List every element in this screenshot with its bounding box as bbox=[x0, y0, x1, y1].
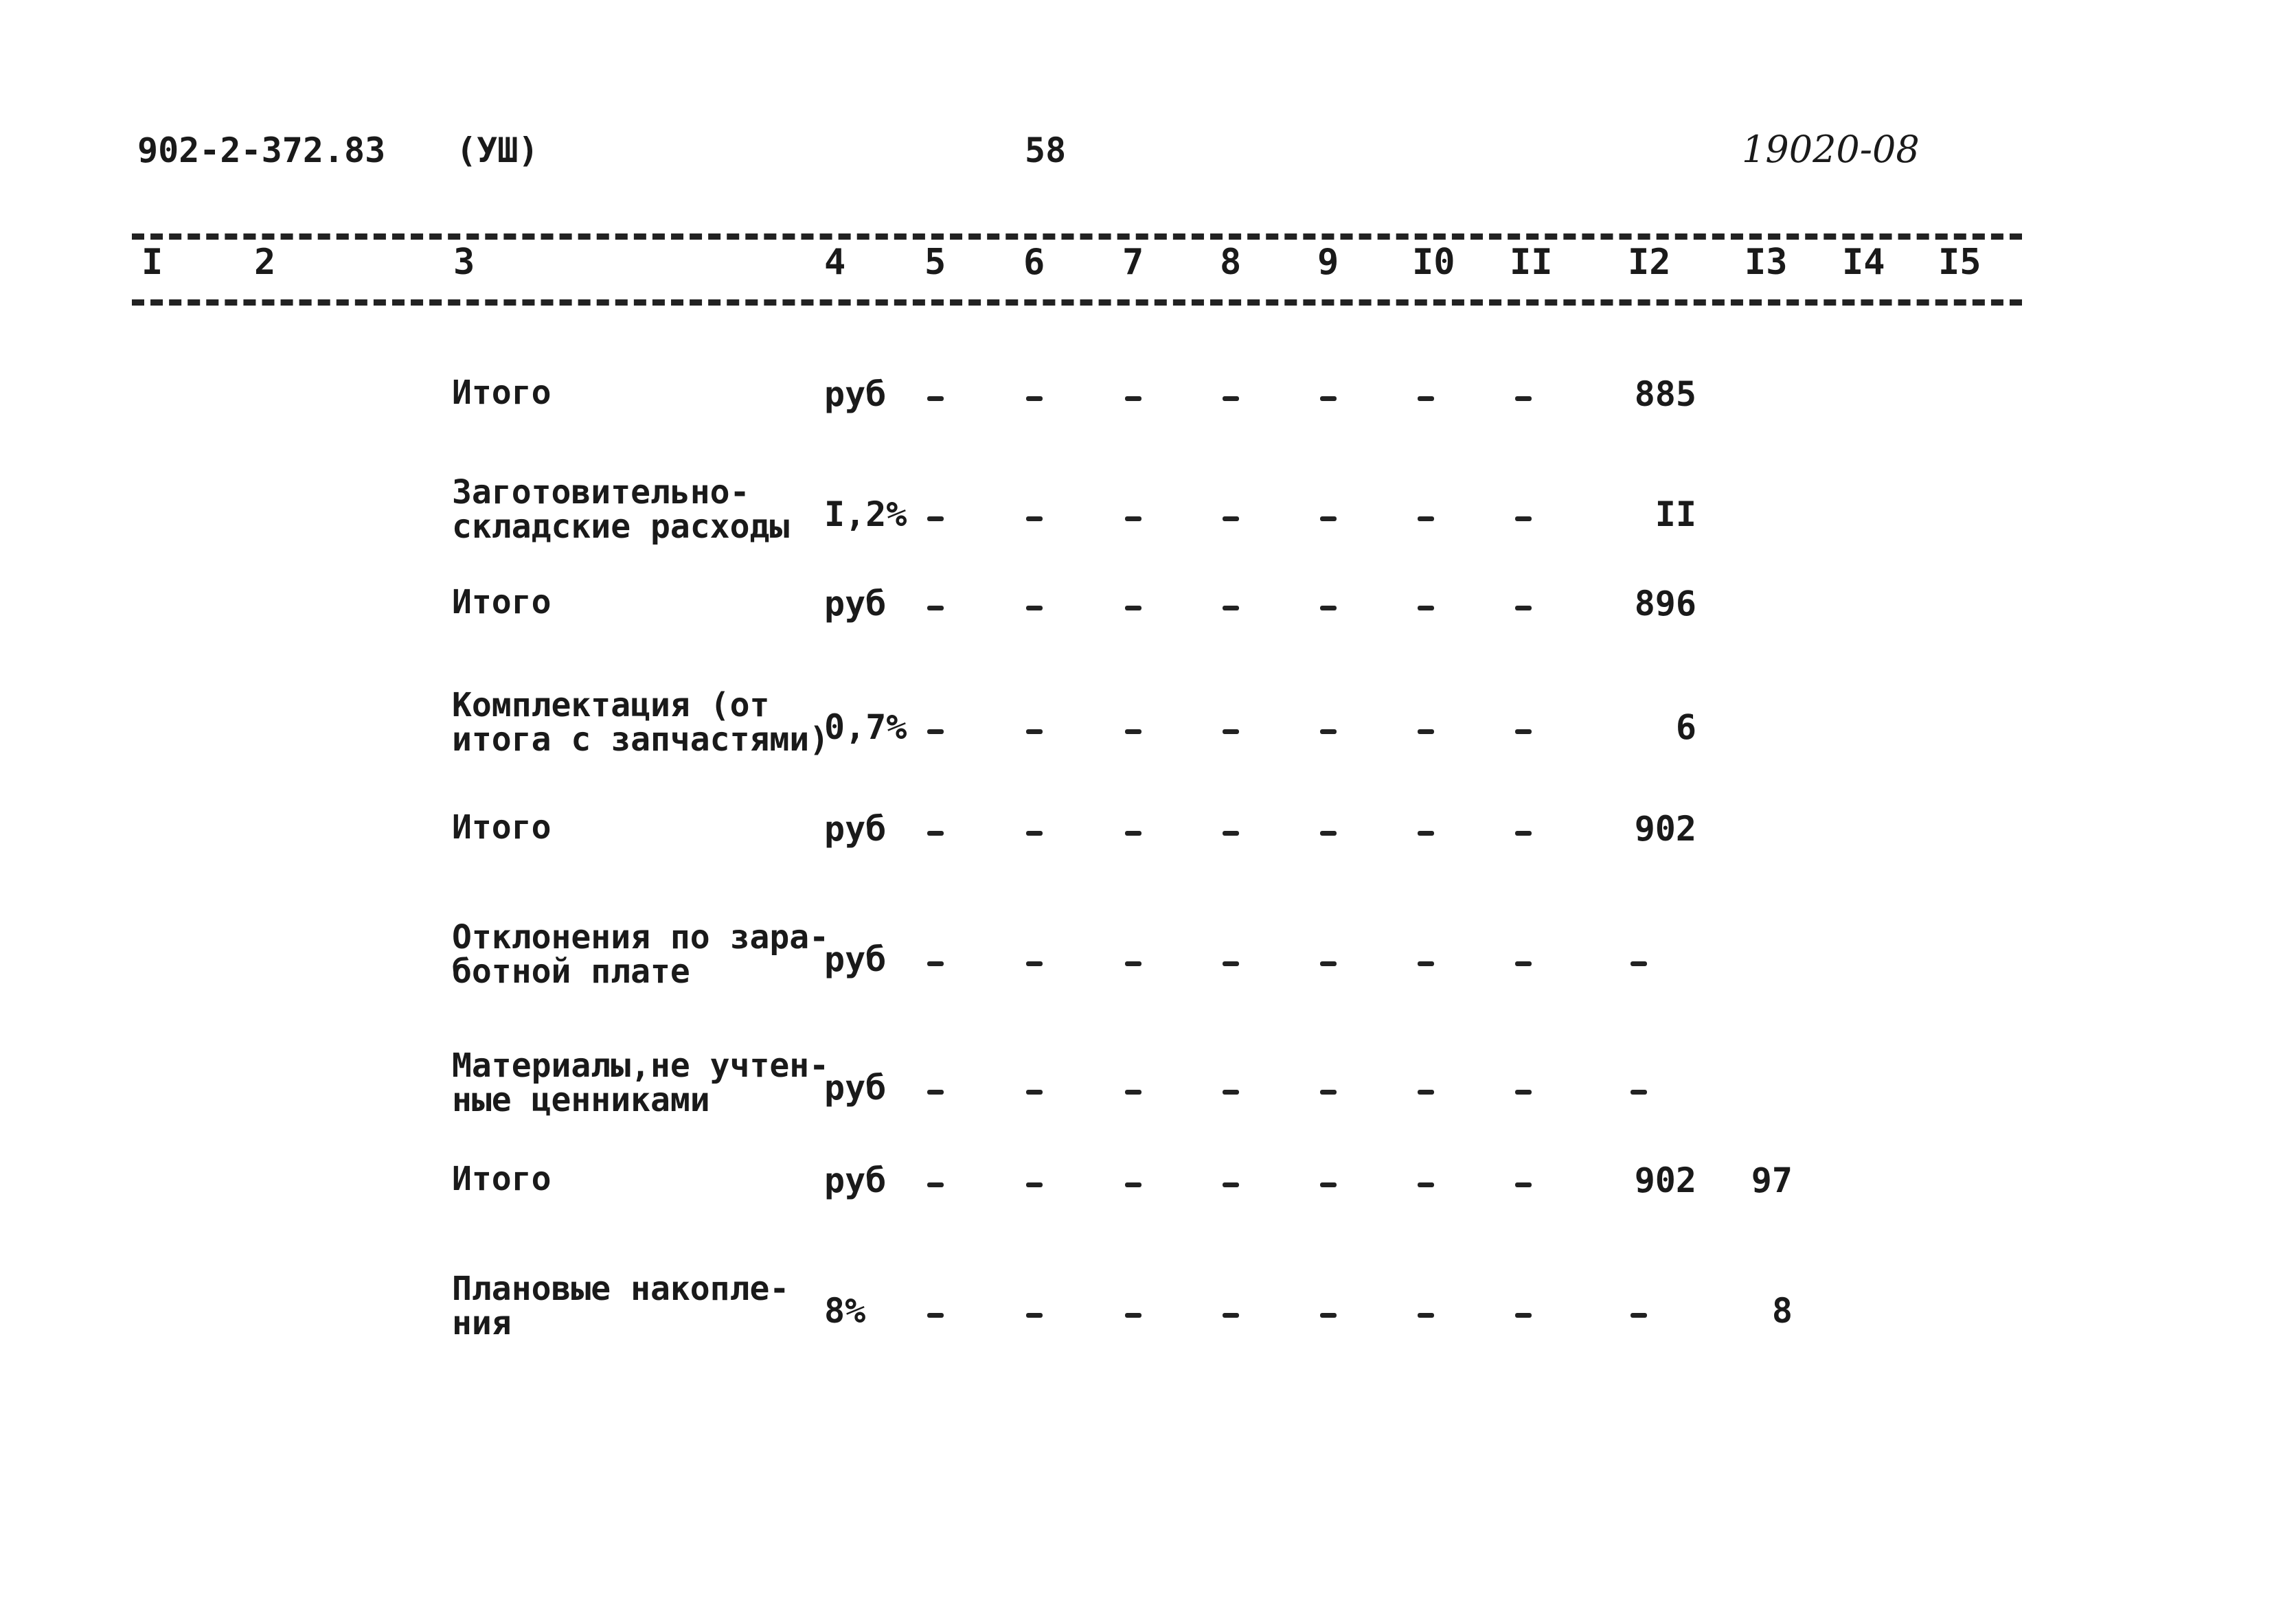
sheet-code: 19020-08 bbox=[1742, 128, 1920, 171]
column-number-5: 5 bbox=[924, 242, 946, 283]
column-number-10: I0 bbox=[1412, 242, 1455, 283]
empty-cell-dash bbox=[1515, 1182, 1532, 1187]
empty-cell-dash bbox=[927, 606, 944, 610]
column-number-13: I3 bbox=[1745, 242, 1788, 283]
row-description-line: Комплектация (от bbox=[452, 686, 770, 724]
column-number-4: 4 bbox=[824, 242, 846, 283]
row-description bbox=[452, 585, 552, 619]
section-label: (УШ) bbox=[456, 130, 539, 170]
row-unit-rate: руб bbox=[824, 1160, 887, 1200]
column-number-14: I4 bbox=[1842, 242, 1885, 283]
col12-value: 902 bbox=[1634, 1160, 1696, 1200]
empty-cell-dash bbox=[927, 516, 944, 521]
row-unit-rate: руб bbox=[824, 584, 887, 624]
empty-cell-dash bbox=[1320, 1313, 1337, 1318]
row-unit-rate: I,2% bbox=[824, 494, 907, 534]
empty-cell-dash bbox=[1515, 729, 1532, 734]
document-code: 902-2-372.83 bbox=[137, 130, 386, 170]
empty-cell-dash bbox=[1026, 396, 1043, 401]
row-unit-rate: руб bbox=[824, 1068, 887, 1108]
empty-cell-dash bbox=[1223, 729, 1239, 734]
empty-cell-dash bbox=[1320, 1182, 1337, 1187]
empty-cell-dash bbox=[1223, 1090, 1239, 1095]
empty-cell-dash bbox=[1515, 396, 1532, 401]
empty-cell-dash bbox=[927, 396, 944, 401]
empty-cell-dash bbox=[1125, 1090, 1141, 1095]
empty-cell-dash bbox=[1418, 1182, 1434, 1187]
empty-cell-dash bbox=[1418, 1090, 1434, 1095]
col12-empty-dash bbox=[1631, 1313, 1647, 1318]
empty-cell-dash bbox=[1320, 729, 1337, 734]
row-description-line: складские расходы bbox=[452, 507, 790, 546]
row-description bbox=[452, 376, 552, 410]
empty-cell-dash bbox=[1515, 1090, 1532, 1095]
row-description-line: Итого bbox=[452, 1160, 552, 1198]
row-description bbox=[452, 688, 829, 757]
empty-cell-dash bbox=[1515, 1313, 1532, 1318]
empty-cell-dash bbox=[1320, 1090, 1337, 1095]
col13-value: 8 bbox=[1771, 1291, 1793, 1331]
page-number: 58 bbox=[1025, 130, 1067, 170]
column-number-8: 8 bbox=[1220, 242, 1242, 283]
empty-cell-dash bbox=[927, 729, 944, 734]
empty-cell-dash bbox=[927, 1090, 944, 1095]
empty-cell-dash bbox=[1125, 1182, 1141, 1187]
col12-empty-dash bbox=[1631, 961, 1647, 966]
empty-cell-dash bbox=[1418, 961, 1434, 966]
row-description-line: Итого bbox=[452, 808, 552, 847]
row-description bbox=[452, 810, 552, 845]
column-number-1: I bbox=[141, 242, 163, 283]
row-description-line: Итого bbox=[452, 583, 552, 621]
empty-cell-dash bbox=[1320, 961, 1337, 966]
column-number-12: I2 bbox=[1628, 242, 1671, 283]
column-number-11: II bbox=[1510, 242, 1553, 283]
row-description-line: Плановые накопле- bbox=[452, 1270, 790, 1308]
empty-cell-dash bbox=[1223, 1182, 1239, 1187]
empty-cell-dash bbox=[1223, 516, 1239, 521]
empty-cell-dash bbox=[1026, 1090, 1043, 1095]
row-description bbox=[452, 475, 789, 544]
row-description bbox=[452, 920, 829, 989]
column-number-9: 9 bbox=[1317, 242, 1339, 283]
empty-cell-dash bbox=[1418, 831, 1434, 836]
empty-cell-dash bbox=[1515, 831, 1532, 836]
row-description-line: Заготовительно- bbox=[452, 473, 750, 512]
row-description-line: ния bbox=[452, 1304, 512, 1342]
row-description bbox=[452, 1272, 789, 1340]
empty-cell-dash bbox=[927, 831, 944, 836]
empty-cell-dash bbox=[1418, 729, 1434, 734]
empty-cell-dash bbox=[1125, 606, 1141, 610]
col12-value: II bbox=[1655, 494, 1696, 534]
empty-cell-dash bbox=[1223, 396, 1239, 401]
empty-cell-dash bbox=[1320, 396, 1337, 401]
col12-value: 902 bbox=[1634, 809, 1696, 849]
empty-cell-dash bbox=[1320, 606, 1337, 610]
empty-cell-dash bbox=[1418, 1313, 1434, 1318]
empty-cell-dash bbox=[1026, 1313, 1043, 1318]
empty-cell-dash bbox=[1125, 396, 1141, 401]
row-description-line: ные ценниками bbox=[452, 1081, 710, 1119]
empty-cell-dash bbox=[1515, 961, 1532, 966]
empty-cell-dash bbox=[1320, 831, 1337, 836]
empty-cell-dash bbox=[1223, 1313, 1239, 1318]
empty-cell-dash bbox=[1125, 729, 1141, 734]
column-number-3: 3 bbox=[453, 242, 475, 283]
empty-cell-dash bbox=[1125, 961, 1141, 966]
row-unit-rate: руб bbox=[824, 939, 887, 979]
empty-cell-dash bbox=[1026, 606, 1043, 610]
empty-cell-dash bbox=[1125, 1313, 1141, 1318]
empty-cell-dash bbox=[1026, 1182, 1043, 1187]
row-unit-rate: 8% bbox=[824, 1291, 866, 1331]
empty-cell-dash bbox=[1026, 516, 1043, 521]
empty-cell-dash bbox=[927, 961, 944, 966]
row-unit-rate: руб bbox=[824, 374, 887, 414]
empty-cell-dash bbox=[1223, 831, 1239, 836]
row-description-line: Материалы,не учтен- bbox=[452, 1047, 830, 1085]
empty-cell-dash bbox=[1026, 729, 1043, 734]
header-bottom-rule bbox=[132, 299, 2022, 306]
header-top-rule bbox=[132, 233, 2022, 240]
empty-cell-dash bbox=[1125, 831, 1141, 836]
empty-cell-dash bbox=[1515, 606, 1532, 610]
col12-value: 896 bbox=[1634, 584, 1696, 624]
row-description-line: Отклонения по зара- bbox=[452, 918, 830, 957]
empty-cell-dash bbox=[1125, 516, 1141, 521]
row-description bbox=[452, 1049, 829, 1117]
col13-value: 97 bbox=[1751, 1160, 1793, 1200]
row-unit-rate: руб bbox=[824, 809, 887, 849]
empty-cell-dash bbox=[1418, 516, 1434, 521]
empty-cell-dash bbox=[1026, 831, 1043, 836]
column-number-2: 2 bbox=[254, 242, 276, 283]
empty-cell-dash bbox=[927, 1182, 944, 1187]
row-description bbox=[452, 1162, 552, 1196]
col12-empty-dash bbox=[1631, 1090, 1647, 1095]
row-description-line: Итого bbox=[452, 374, 552, 412]
row-description-line: итога с запчастями) bbox=[452, 720, 830, 759]
column-number-15: I5 bbox=[1938, 242, 1981, 283]
col12-value: 6 bbox=[1675, 707, 1696, 747]
empty-cell-dash bbox=[1418, 606, 1434, 610]
empty-cell-dash bbox=[927, 1313, 944, 1318]
empty-cell-dash bbox=[1515, 516, 1532, 521]
column-number-6: 6 bbox=[1023, 242, 1045, 283]
empty-cell-dash bbox=[1026, 961, 1043, 966]
empty-cell-dash bbox=[1223, 606, 1239, 610]
column-number-7: 7 bbox=[1122, 242, 1144, 283]
empty-cell-dash bbox=[1320, 516, 1337, 521]
row-unit-rate: 0,7% bbox=[824, 707, 907, 747]
col12-value: 885 bbox=[1634, 374, 1696, 414]
empty-cell-dash bbox=[1223, 961, 1239, 966]
empty-cell-dash bbox=[1418, 396, 1434, 401]
row-description-line: ботной плате bbox=[452, 952, 690, 991]
